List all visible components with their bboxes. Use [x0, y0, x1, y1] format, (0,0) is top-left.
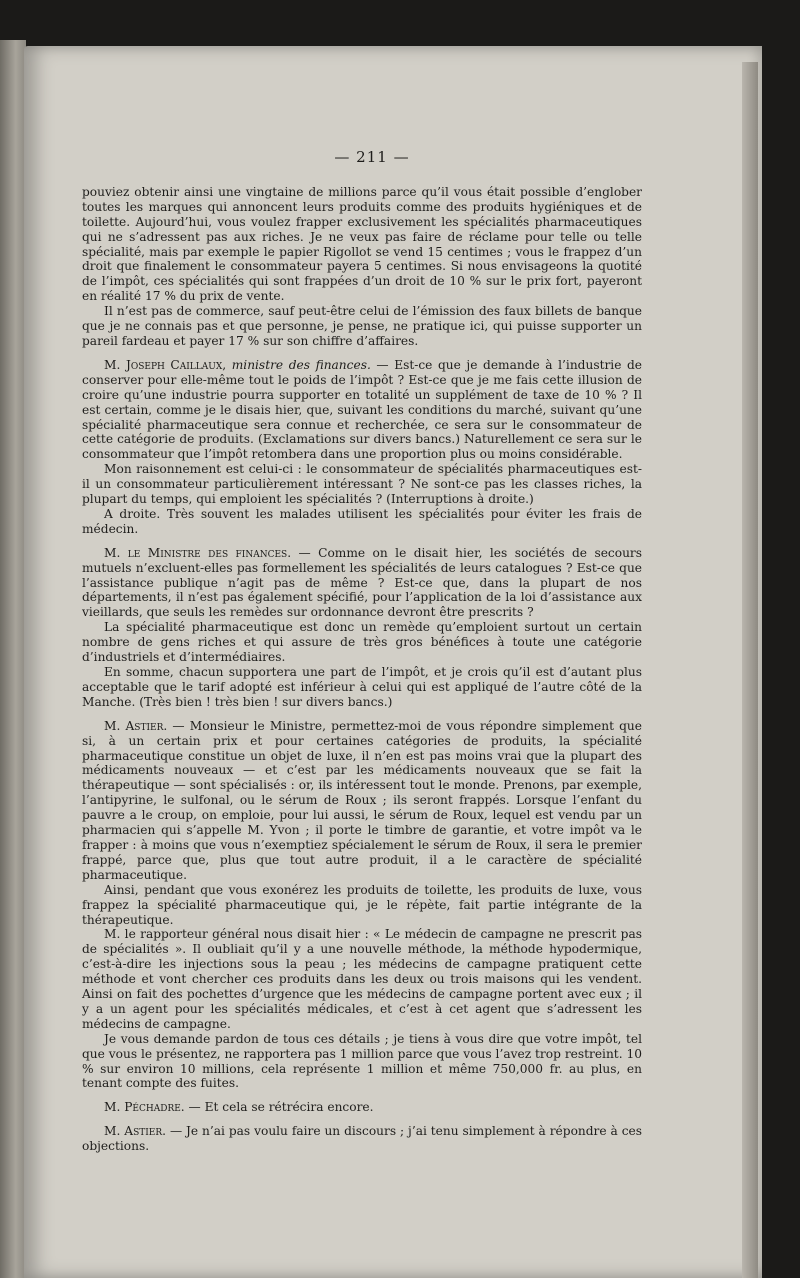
page-number: — 211 —: [334, 148, 410, 166]
speaker: M. Joseph Caillaux,: [104, 357, 227, 372]
paragraph-4: Mon raisonnement est celui-ci : le consommateur de spécialités pharmaceutiques est-il un consommateur particulièrement intéressant ? Ne sont-ce pas les classes riches, la plupart du temps, qui emploient les spécialités ? (Interruptions à droite.): [82, 462, 642, 507]
paragraph-8: En somme, chacun supportera une part de l’impôt, et je crois qu’il est d’autant plus acceptable que le tarif adopté est inférieur à celui qui est appliqué de l’autre côté de la Manche. (Très bien ! très bien ! sur divers bancs.): [82, 665, 642, 709]
paragraph-10: Ainsi, pendant que vous exonérez les produits de toilette, les produits de luxe, vous frappez la spécialité pharmaceutique qui, je le répète, fait partie intégrante de la thérapeutique.: [82, 882, 642, 927]
paragraph-12: Je vous demande pardon de tous ces détails ; je tiens à vous dire que votre impôt, tel que vous le présentez, ne rapportera pas 1 million parce que vous l’avez trop restreint. 10 % sur environ 10 millions, cela représente 1 million et même 750,000 fr. au plus, en tenant compte des fuites.: [82, 1031, 642, 1091]
page-edge-strip: [742, 62, 758, 1278]
paragraph-5: A droite. Très souvent les malades utilisent les spécialités pour éviter les frais de médecin.: [82, 506, 642, 536]
paragraph-2: Il n’est pas de commerce, sauf peut-être celui de l’émission des faux billets de banque que je ne connais pas et que personne, je pense, ne pratique ici, qui puisse supporter un pareil fardeau et payer 17 % sur son chiffre d’affaires.: [82, 304, 642, 348]
paragraph-3: M. Joseph Caillaux, ministre des finances. — Est-ce que je demande à l’industrie de conserver pour elle-même tout le poids de l’impôt ? Est-ce que je me fais cette illusion de croire qu’une industrie pourra supporter en totalité un supplément de taxe de 10 % ? Il est certain, comme je le disais hier, que, suivant les conditions du marché, suivant qu’une spécialité pharmaceutique sera connue et recherchée, ce sera sur le consommateur de cette catégorie de produits. (Exclamations sur divers bancs.) Naturellement ce sera sur le consommateur que l’impôt retombera dans une proportion plus ou moins considérable.: [82, 357, 643, 462]
speaker: M. Astier.: [104, 1124, 167, 1139]
paragraph-11: M. le rapporteur général nous disait hier : « Le médecin de campagne ne prescrit pas de spécialités ». Il oubliait qu’il y a une nouvelle méthode, la méthode hypodermique, c’est-à-dire les injections sous la peau ; les médecins de campagne pratiquent cette méthode et vont chercher ces produits dans les deux ou trois maisons qui les vendent. Ainsi on fait des pochettes d’urgence que les médecins de campagne portent avec eux ; il y a un agent pour les spécialités médicales, et c’est à cet agent que s’adressent les médecins de campagne.: [82, 927, 642, 1031]
paragraph-13: M. Péchadre. — Et cela se rétrécira encore.: [104, 1100, 374, 1115]
paragraph-1: pouviez obtenir ainsi une vingtaine de millions parce qu’il vous était possible d’englober toutes les marques qui annoncent leurs produits comme des produits hygiéniques et de toilette. Aujourd’hui, vous voulez frapper exclusivement les spécialités pharmaceutiques qui ne s’adressent pas aux riches. Je ne veux pas faire de réclame pour telle ou telle spécialité, mais par exemple le papier Rigollot se vend 15 centimes ; vous le frappez d’un droit que finalement le consommateur payera 5 centimes. Si nous envisageons la quotité de l’impôt, ces spécialités qui sont frappées d’un droit de 10 % sur le prix fort, payeront en réalité 17 % du prix de vente.: [82, 184, 642, 304]
paragraph-7: La spécialité pharmaceutique est donc un remède qu’emploient surtout un certain nombre de gens riches et qui assure de très gros bénéfices à toute une catégorie d’industriels et d’intermédiaires.: [82, 620, 642, 665]
speaker: M. le Ministre des finances.: [104, 545, 292, 560]
speaker-role: ministre des finances.: [231, 357, 371, 372]
paragraph-14: M. Astier. — Je n’ai pas voulu faire un discours ; j’ai tenu simplement à répondre à ces objections.: [82, 1124, 642, 1154]
speaker: M. Péchadre.: [104, 1100, 185, 1115]
facing-page-edge: [0, 40, 26, 1278]
paragraph-6: M. le Ministre des finances. — Comme on le disait hier, les sociétés de secours mutuels n’excluent-elles pas formellement les spécialités de leurs catalogues ? Est-ce que l’assistance publique n’agit pas de même ? Est-ce que, dans la plupart de nos départements, il n’est pas également spécifié, pour l’application de la loi d’assistance aux vieillards, que seuls les remèdes sur ordonnance devront être prescrits ?: [82, 545, 643, 620]
speaker: M. Astier.: [104, 718, 168, 733]
page-content: [82, 150, 642, 1154]
paragraph-9: M. Astier. — Monsieur le Ministre, permettez-moi de vous répondre simplement que si, à un certain prix et pour certaines catégories de produits, la spécialité pharmaceutique constitue un objet de luxe, il n’en est pas moins vrai que la plupart des médicaments nouveaux — et c’est par les médicaments nouveaux que se fait la thérapeutique — sont spécialisés : or, ils intéressent tout le monde. Prenons, par exemple, l’antipyrine, le sulfonal, ou le sérum de Roux ; ils seront frappés. Lorsque l’enfant du pauvre a le croup, on emploie, pour lui aussi, le sérum de Roux, lequel est vendu par un pharmacien qui s’appelle M. Yvon ; il porte le timbre de garantie, et votre impôt va le frapper : à moins que vous n’exemptiez spécialement le sérum de Roux, il sera le premier frappé, parce que, plus que tout autre produit, il a le caractère de spécialité pharmaceutique.: [82, 718, 642, 882]
